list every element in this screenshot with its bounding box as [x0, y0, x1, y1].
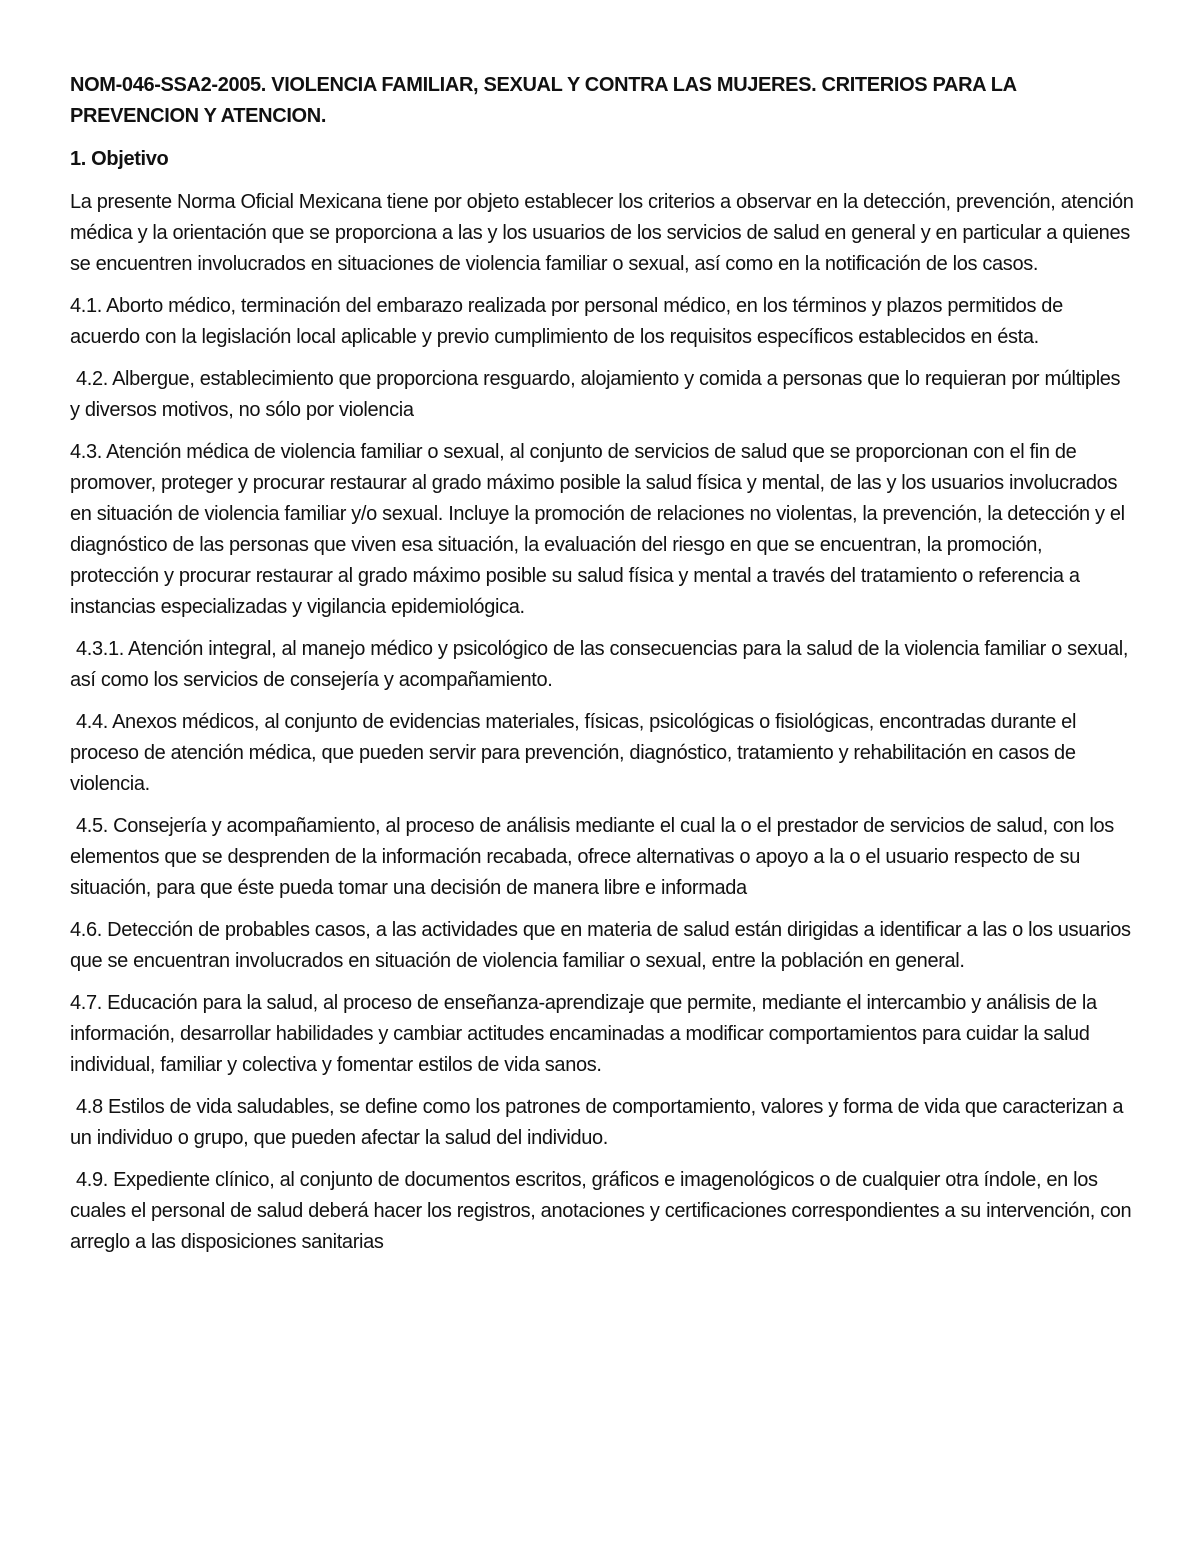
paragraph-4-6: 4.6. Detección de probables casos, a las actividades que en materia de salud están dirigidas a identificar a las o los usuarios que se encuentran involucrados en situación de violencia familiar o sexual, entre la población en general. [70, 919, 1131, 972]
paragraph-4-3: 4.3. Atención médica de violencia familiar o sexual, al conjunto de servicios de salud que se proporcionan con el fin de promover, proteger y procurar restaurar al grado máximo posible la salud física y mental, de las y los usuarios involucrados en situación de violencia familiar y/o sexual. Incluye la promoción de relaciones no violentas, la prevención, la detección y el diagnóstico de las personas que viven esa situación, la evaluación del riesgo en que se encuentran, la promoción, protección y procurar restaurar al grado máximo posible su salud física y mental a través del tratamiento o referencia a instancias especializadas y vigilancia epidemiológica. [70, 441, 1125, 618]
section-heading-objetivo: 1. Objetivo [70, 148, 169, 170]
paragraph-4-5: 4.5. Consejería y acompañamiento, al proceso de análisis mediante el cual la o el prestador de servicios de salud, con los elementos que se desprenden de la información recabada, ofrece alternativas o apoyo a la o el usuario respecto de su situación, para que éste pueda tomar una decisión de manera libre e informada [70, 815, 1114, 899]
paragraph-4-1: 4.1. Aborto médico, terminación del embarazo realizada por personal médico, en los términos y plazos permitidos de acuerdo con la legislación local aplicable y previo cumplimiento de los requisitos específicos establecidos en ésta. [70, 295, 1063, 348]
paragraph-4-8: 4.8 Estilos de vida saludables, se define como los patrones de comportamiento, valores y forma de vida que caracterizan a un individuo o grupo, que pueden afectar la salud del individuo. [70, 1096, 1124, 1149]
paragraph-4-9: 4.9. Expediente clínico, al conjunto de documentos escritos, gráficos e imagenológicos o de cualquier otra índole, en los cuales el personal de salud deberá hacer los registros, anotaciones y certificaciones correspondientes a su intervención, con arreglo a las disposiciones sanitarias [70, 1169, 1132, 1253]
paragraph-4-4: 4.4. Anexos médicos, al conjunto de evidencias materiales, físicas, psicológicas o fisiológicas, encontradas durante el proceso de atención médica, que pueden servir para prevención, diagnóstico, tratamiento y rehabilitación en casos de violencia. [70, 711, 1077, 795]
paragraph-4-2: 4.2. Albergue, establecimiento que proporciona resguardo, alojamiento y comida a personas que lo requieran por múltiples y diversos motivos, no sólo por violencia [70, 368, 1121, 421]
document-title: NOM-046-SSA2-2005. VIOLENCIA FAMILIAR, SEXUAL Y CONTRA LAS MUJERES. CRITERIOS PARA LA PREVENCION Y ATENCION. [70, 74, 1016, 127]
paragraph-objetivo: La presente Norma Oficial Mexicana tiene por objeto establecer los criterios a observar en la detección, prevención, atención médica y la orientación que se proporciona a las y los usuarios de los servicios de salud en general y en particular a quienes se encuentren involucrados en situaciones de violencia familiar o sexual, así como en la notificación de los casos. [70, 191, 1134, 275]
paragraph-4-7: 4.7. Educación para la salud, al proceso de enseñanza-aprendizaje que permite, mediante el intercambio y análisis de la información, desarrollar habilidades y cambiar actitudes encaminadas a modificar comportamientos para cuidar la salud individual, familiar y colectiva y fomentar estilos de vida sanos. [70, 992, 1097, 1076]
document-page [70, 70, 1135, 1269]
paragraph-4-3-1: 4.3.1. Atención integral, al manejo médico y psicológico de las consecuencias para la salud de la violencia familiar o sexual, así como los servicios de consejería y acompañamiento. [70, 638, 1129, 691]
